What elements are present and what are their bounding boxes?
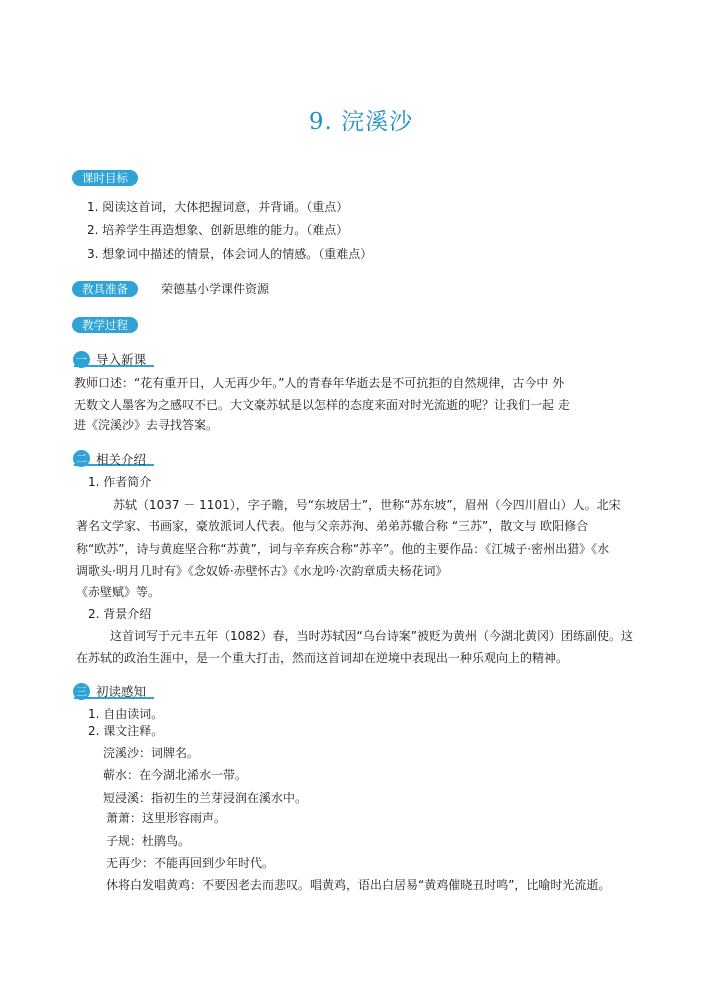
section-3-heading: 初读感知 [96,684,147,699]
note-1: 浣溪沙：词牌名。 [103,746,200,760]
sec2-sub-background: 2. 背景介绍 [88,607,152,621]
page-title: 9. 浣溪沙 [308,109,414,135]
section-2-number: 二 [73,450,90,467]
objectives-label: 课时目标 [72,170,138,186]
section-3-number: 三 [73,683,90,700]
note-2: 蕲水：在今湖北浠水一带。 [103,768,248,782]
section-2-heading: 相关介绍 [96,452,147,467]
author-line-5: 《赤壁赋》等。 [76,585,161,599]
section-1-heading: 导入新课 [96,352,147,367]
author-line-2: 著名文学家、书画家，豪放派词人代表。他与父亲苏洵、弟弟苏辙合称 “三苏”，散文与 欧阳修合 [76,519,589,533]
author-line-1: 苏轼（1037 － 1101），字子瞻，号“东坡居士”，世称“苏东坡”，眉州（今四川眉山）人。北宋 [113,498,621,512]
process-label: 教学过程 [72,317,138,333]
background-line-1: 这首词写于元丰五年（1082）春，当时苏轼因“乌台诗案”被贬为黄州（今湖北黄冈）团练副使。这 [110,629,633,643]
note-5: 子规：杜鹃鸟。 [106,834,191,848]
prep-text: 荣德基小学课件资源 [161,282,270,296]
author-line-3: 称“欧苏”，诗与黄庭坚合称“苏黄”，词与辛弃疾合称“苏辛”。他的主要作品：《江城子·密州出猎》《水 [76,542,610,556]
sec1-line-1: 教师口述：“花有重开日，人无再少年。”人的青春年华逝去是不可抗拒的自然规律，古今中 外 [74,376,565,390]
note-3: 短浸溪：指初生的兰芽浸润在溪水中。 [103,791,308,805]
sec3-sub-notes: 2. 课文注释。 [88,724,164,738]
objective-item-3: 3. 想象词中描述的情景，体会词人的情感。（重难点） [87,247,373,261]
sec1-line-2: 无数文人墨客为之感叹不已。大文豪苏轼是以怎样的态度来面对时光流逝的呢？让我们一起 走 [74,398,570,412]
section-1-number: 一 [73,351,90,368]
note-4: 萧萧：这里形容雨声。 [106,811,227,825]
sec3-sub-read: 1. 自由读词。 [88,707,164,721]
objective-item-1: 1. 阅读这首词，大体把握词意，并背诵。（重点） [87,200,349,214]
prep-label: 教具准备 [72,281,138,297]
objective-item-2: 2. 培养学生再造想象、创新思维的能力。（难点） [87,223,349,237]
sec2-sub-author: 1. 作者简介 [88,475,152,489]
author-line-4: 调歌头·明月几时有》《念奴娇·赤壁怀古》《水龙吟·次韵章质夫杨花词》 [76,564,448,578]
note-7: 休将白发唱黄鸡：不要因老去而悲叹。唱黄鸡，语出白居易“黄鸡催晓丑时鸣”，比喻时光流逝。 [106,878,611,892]
background-line-2: 在苏轼的政治生涯中，是一个重大打击，然而这首词却在逆境中表现出一种乐观向上的精神。 [76,651,569,665]
sec1-line-3: 进《浣溪沙》去寻找答案。 [74,418,219,432]
note-6: 无再少：不能再回到少年时代。 [106,856,275,870]
